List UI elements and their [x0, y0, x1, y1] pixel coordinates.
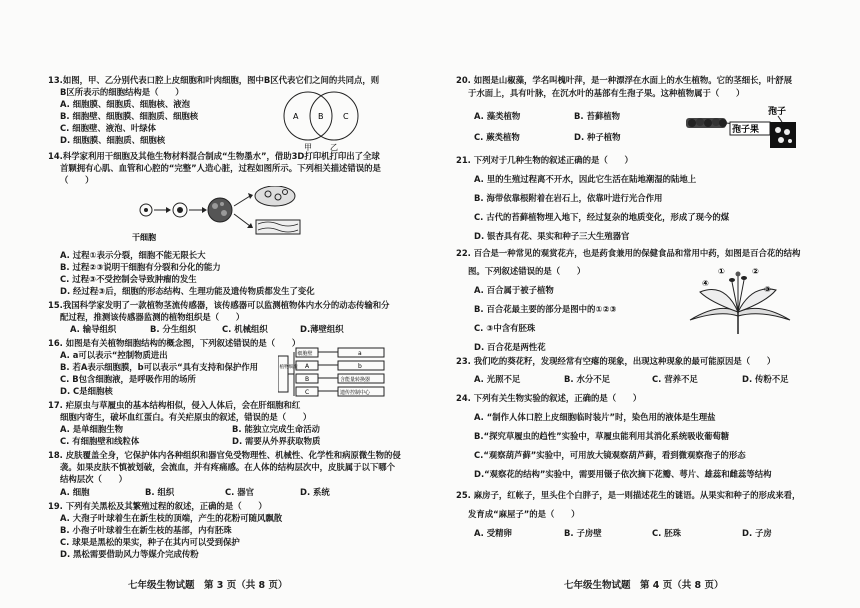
q23-option-b: B. 水分不足	[564, 374, 610, 384]
venn-diagram	[276, 86, 368, 154]
concept-right-energy: 含能量转换器	[340, 377, 371, 383]
q17-option-c: C. 有细胞壁和线粒体	[60, 436, 140, 446]
q13-option-d: D. 细胞膜、细胞质、细胞核	[60, 135, 166, 145]
concept-node-c: C	[305, 389, 310, 396]
q17-stem-1: 17. 疟原虫与草履虫的基本结构相似，侵入人体后，会在肝细胞和红	[48, 400, 301, 410]
q23-stem: 23. 我们吃的葵花籽，发现经常有空瘪的现象，出现这种现象的最可能原因是（ ）	[456, 356, 776, 366]
lily-label-4: ④	[702, 279, 709, 288]
page-footer-left: 七年级生物试题 第 3 页（共 8 页）	[128, 580, 288, 591]
q13-option-b: B. 细胞壁、细胞膜、细胞质、细胞核	[60, 111, 199, 121]
venn-label-a: A	[293, 112, 299, 121]
q16-option-a: A. a可以表示“控制物质进出	[60, 350, 168, 360]
q23-option-a: A. 光照不足	[474, 374, 521, 384]
q13-option-a: A. 细胞膜、细胞质、细胞核、液泡	[60, 99, 190, 109]
q24-option-d: D.“观察花的结构”实验中，需要用镊子依次摘下花瓣、萼片、雄蕊和雌蕊等结构	[474, 469, 772, 479]
q21-stem: 21. 下列对于几种生物的叙述正确的是（ ）	[456, 155, 633, 165]
q20-stem-1: 20. 如图是山椒藻，学名叫槐叶萍，是一种漂浮在水面上的水生植物。它的茎细长，叶舒展	[456, 75, 792, 85]
q14-option-d: D. 经过程③后，细胞的形态结构、生理功能及遗传物质都发生了变化	[60, 286, 315, 296]
q19-option-d: D. 黑松需要借助风力等媒介完成传粉	[60, 549, 199, 559]
q14-option-b: B. 过程②③说明干细胞有分裂和分化的能力	[60, 262, 221, 272]
q14-option-a: A. 过程①表示分裂，细胞不能无限长大	[60, 250, 206, 260]
q21-option-b: B. 海带依靠根附着在岩石上，依靠叶进行光合作用	[474, 193, 663, 203]
q24-stem: 24. 下列有关生物实验的叙述，正确的是（ ）	[456, 393, 642, 403]
q20-option-a: A. 藻类植物	[474, 111, 521, 121]
q18-stem-3: 结构层次（ ）	[60, 474, 127, 484]
q13-stem-2: B区所表示的细胞结构是（ ）	[60, 87, 184, 97]
q20-stem-2: 于水面上，具有叶脉，在沉水叶的基部有生孢子果。这种植物属于（ ）	[468, 88, 745, 98]
concept-right-a: a	[358, 350, 362, 357]
q16-option-c: C. B包含细胞液，是呼吸作用的场所	[60, 374, 196, 384]
concept-right-b: b	[358, 363, 362, 370]
q18-option-d: D. 系统	[300, 487, 330, 497]
concept-node-wall: 细胞壁	[297, 351, 313, 357]
lily-figure	[680, 262, 798, 336]
q24-option-c: C.“观察葫芦藓”实验中，可用放大镜观察葫芦藓，看到微观察孢子的形态	[474, 450, 746, 460]
venn-label-b: B	[318, 112, 324, 121]
q15-stem-2: 配过程，推测该传感器监测的植物组织是（ ）	[60, 312, 245, 322]
q17-stem-2: 细胞内寄生，破坏血红蛋白。有关疟原虫的叙述，错误的是（ ）	[60, 412, 312, 422]
q25-option-c: C. 胚珠	[652, 528, 681, 538]
q21-option-a: A. 里的生殖过程离不开水，因此它生活在陆地潮湿的陆地上	[474, 174, 697, 184]
q15-option-b: B. 分生组织	[150, 324, 196, 334]
stem-cell-diagram	[130, 186, 320, 246]
q23-option-c: C. 营养不足	[652, 374, 698, 384]
q25-stem-1: 25. 麻房子，红帐子，里头住个白胖子，是一则描述花生的谜语。从果实和种子的形成来看，	[456, 490, 801, 500]
q22-option-a: A. 百合属于被子植物	[474, 285, 554, 295]
q18-option-a: A. 细胞	[60, 487, 90, 497]
page-4	[430, 0, 860, 608]
spore-label: 孢子	[768, 107, 787, 117]
q19-option-a: A. 大孢子叶球着生在新生枝的顶端，产生的花粉可随风飘散	[60, 513, 283, 523]
q13-stem-1: 13.如图，甲、乙分别代表口腔上皮细胞和叶肉细胞，图中B区代表它们之间的共同点，则	[48, 75, 380, 85]
stem-cell-label: 干细胞	[132, 233, 156, 242]
q21-option-c: C. 古代的苔藓植物埋入地下，经过复杂的地质变化，形成了现今的煤	[474, 212, 730, 222]
q15-stem-1: 15.我国科学家发明了一款植物茎流传感器，该传感器可以监测植物体内水分的动态传输和分	[48, 300, 390, 310]
concept-root: 植物细胞	[279, 365, 298, 370]
lily-label-1: ①	[718, 267, 725, 276]
q25-option-d: D. 子房	[742, 528, 772, 538]
q25-stem-2: 发育成“麻屋子”的是（ ）	[468, 509, 580, 519]
page-footer-right: 七年级生物试题 第 4 页（共 8 页）	[564, 580, 724, 591]
lily-label-2: ②	[752, 267, 759, 276]
q16-stem: 16. 如图是有关植物细胞结构的概念图，下列叙述错误的是（ ）	[48, 338, 301, 348]
q15-option-d: D.薄壁组织	[300, 324, 344, 334]
q18-stem-1: 18. 皮肤覆盖全身，它保护体内各种组织和器官免受物理性、机械性、化学性和病原微生物的侵	[48, 450, 401, 460]
q25-option-b: B. 子房壁	[564, 528, 602, 538]
q17-option-a: A. 是单细胞生物	[60, 424, 123, 434]
q15-option-a: A. 输导组织	[70, 324, 117, 334]
q16-option-b: B. 若A表示细胞膜，b可以表示“具有支持和保护作用	[60, 362, 258, 372]
venn-label-jia: 甲	[304, 143, 312, 152]
concept-right-control: 遗传控制中心	[340, 390, 371, 396]
q14-stem-2: 首颗拥有心肌、血管和心腔的“完整”人造心脏，过程如图所示。下列相关描述错误的是	[60, 163, 381, 173]
q24-option-a: A. “制作人体口腔上皮细胞临时装片”时，染色用的液体是生理盐	[474, 412, 716, 422]
q23-option-d: D. 传粉不足	[742, 374, 789, 384]
q17-option-d: D. 需要从外界获取物质	[232, 436, 321, 446]
venn-label-c: C	[343, 112, 349, 121]
q22-stem-2: 图。下列叙述错误的是（ ）	[468, 266, 586, 276]
q18-stem-2: 袭。如果皮肤不慎被划破，会流血，并有疼痛感。在人体的结构层次中，皮肤属于以下哪个	[60, 462, 395, 472]
q19-stem: 19. 下列有关黑松及其繁殖过程的叙述，正确的是（ ）	[48, 501, 267, 511]
salvinia-figure	[686, 106, 798, 156]
venn-label-yi: 乙	[330, 143, 338, 152]
q18-option-c: C. 器官	[225, 487, 254, 497]
lily-label-3: ③	[764, 285, 771, 294]
q21-option-d: D. 银杏具有花、果实和种子三大生殖器官	[474, 231, 630, 241]
q18-option-b: B. 组织	[145, 487, 175, 497]
q14-stem-3: （ ）	[60, 175, 94, 185]
q25-option-a: A. 受精卵	[474, 528, 512, 538]
q14-stem-1: 14.科学家利用干细胞及其他生物材料混合制成“生物墨水”，借助3D打印机打印出了全球	[48, 151, 380, 161]
q22-stem-1: 22. 百合是一种常见的观赏花卉，也是药食兼用的保健食品和常用中药，如图是百合花的结构	[456, 248, 801, 258]
q14-option-c: C. 过程③不受控制会导致肿瘤的发生	[60, 274, 197, 284]
q17-option-b: B. 能独立完成生命活动	[232, 424, 320, 434]
sporocarp-label: 孢子果	[732, 125, 760, 135]
q16-option-d: D. C是细胞核	[60, 386, 113, 396]
q15-option-c: C. 机械组织	[222, 324, 268, 334]
q24-option-b: B.“探究草履虫的趋性”实验中，草履虫能利用其消化系统吸收葡萄糖	[474, 431, 730, 441]
q22-option-c: C. ③中含有胚珠	[474, 323, 536, 333]
cell-concept-map	[278, 346, 388, 402]
q19-option-c: C. 球果是黑松的果实，种子在其内可以受到保护	[60, 537, 240, 547]
q22-option-d: D. 百合花是两性花	[474, 342, 546, 352]
concept-node-b: B	[305, 376, 310, 383]
q20-option-c: C. 蕨类植物	[474, 132, 520, 142]
concept-node-a: A	[305, 363, 310, 370]
q19-option-b: B. 小孢子叶球着生在新生枝的基部，内有胚珠	[60, 525, 232, 535]
q13-option-c: C. 细胞壁、液泡、叶绿体	[60, 123, 156, 133]
q22-option-b: B. 百合花最主要的部分是图中的①②③	[474, 304, 617, 314]
q20-option-b: B. 苔藓植物	[574, 111, 620, 121]
q20-option-d: D. 种子植物	[574, 132, 621, 142]
